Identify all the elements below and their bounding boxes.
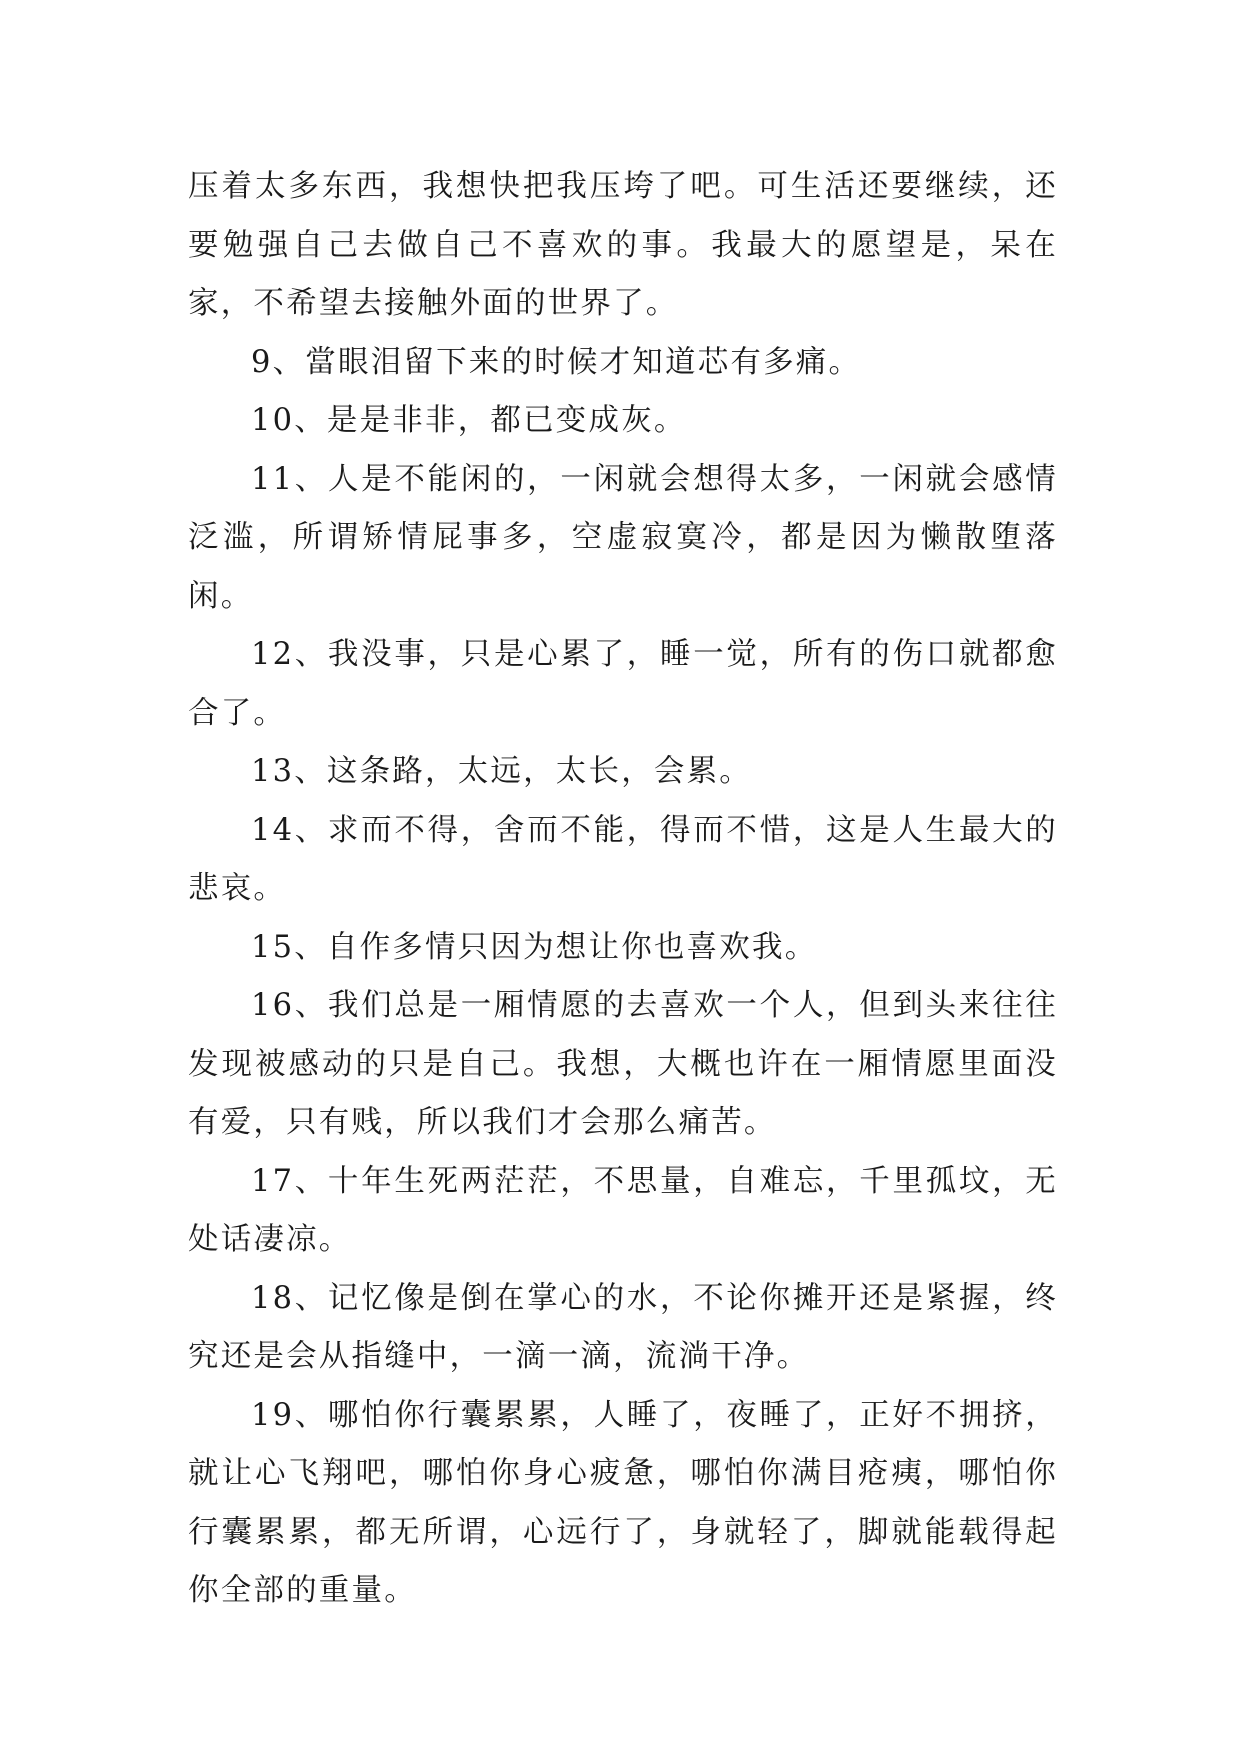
paragraph-item-9: 9、當眼泪留下来的时候才知道芯有多痛。 — [251, 344, 862, 380]
paragraph-item-14: 14、求而不得，舍而不能，得而不惜，这是人生最大的悲哀。 — [188, 812, 1058, 906]
paragraph-item-16: 16、我们总是一厢情愿的去喜欢一个人，但到头来往往发现被感动的只是自己。我想，大概也许在一厢情愿里面没有爱，只有贱，所以我们才会那么痛苦。 — [188, 988, 1058, 1140]
document-body — [188, 158, 1058, 1621]
paragraph-item-15: 15、自作多情只因为想让你也喜欢我。 — [251, 929, 818, 965]
paragraph-item-17: 17、十年生死两茫茫，不思量，自难忘，千里孤坟，无处话凄凉。 — [188, 1163, 1058, 1257]
paragraph-item-12: 12、我没事，只是心累了，睡一觉，所有的伤口就都愈合了。 — [188, 637, 1058, 731]
paragraph-item-13: 13、这条路，太远，太长，会累。 — [251, 754, 753, 789]
paragraph-continuation: 压着太多东西，我想快把我压垮了吧。可生活还要继续，还要勉强自己去做自己不喜欢的事。我最大的愿望是，呆在家，不希望去接触外面的世界了。 — [188, 169, 1058, 321]
paragraph-item-19: 19、哪怕你行囊累累，人睡了，夜睡了，正好不拥挤，就让心飞翔吧，哪怕你身心疲惫，哪怕你满目疮痍，哪怕你行囊累累，都无所谓，心远行了，身就轻了，脚就能载得起你全部的重量。 — [188, 1397, 1058, 1608]
paragraph-item-18: 18、记忆像是倒在掌心的水，不论你摊开还是紧握，终究还是会从指缝中，一滴一滴，流淌干净。 — [188, 1280, 1058, 1374]
paragraph-item-10: 10、是是非非，都已变成灰。 — [251, 403, 687, 438]
paragraph-item-11: 11、人是不能闲的，一闲就会想得太多，一闲就会感情泛滥，所谓矫情屁事多，空虚寂寞冷，都是因为懒散堕落闲。 — [188, 461, 1058, 614]
